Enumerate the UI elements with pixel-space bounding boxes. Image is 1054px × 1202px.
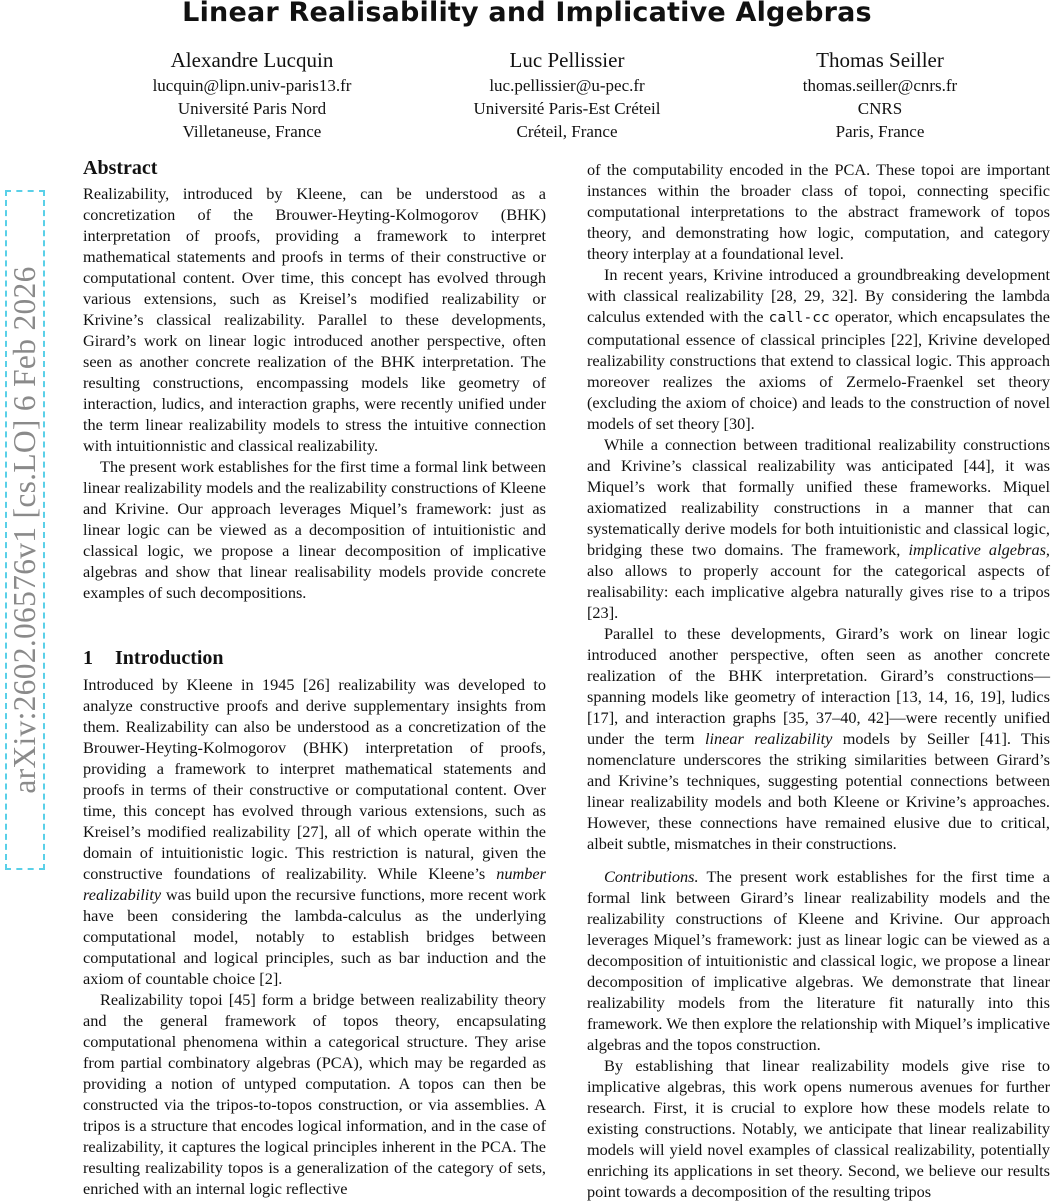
author-location: Créteil, France	[516, 122, 618, 142]
intro-paragraph-4: While a connection between traditional realizability constructions and Krivine’s classical realizability was anticipated [44], it was Miquel’s work that formally unified these frameworks. Miquel axiomatized realizability constructions in a manner that can systematically derive models for both intuitionistic and classical logic, bridging these two domains. The framework, implicative algebras, also allows to properly account for the categorical aspects of realisability: each implicative algebra naturally gives rise to a tripos [23].	[587, 435, 1050, 622]
author-location: Paris, France	[835, 122, 925, 142]
author-name: Thomas Seiller	[816, 48, 944, 72]
section-number: 1	[83, 647, 93, 669]
section-title: Introduction	[115, 647, 224, 669]
author-affiliation: Université Paris-Est Créteil	[473, 99, 661, 119]
author-name: Alexandre Lucquin	[170, 48, 334, 72]
abstract-body	[83, 183, 546, 603]
author-affiliation: CNRS	[857, 99, 903, 119]
author-1	[92, 46, 412, 144]
contributions-label: Contributions.	[604, 867, 699, 886]
intro-paragraph-2: Realizability topoi [45] form a bridge between realizability theory and the general framework of topos theory, encapsulating computational phenomena within a categorical structure. They arise from partial combinatory algebras (PCA), which may be regarded as providing a notion of untyped computation. A topos can then be constructed via the tripos-to-topos construction, or via assemblies. A tripos is a structure that encodes logical information, and in the case of realizability, it captures the logical principles inherent in the PCA. The resulting realizability topos is a generalization of the category of sets, enriched with an internal logic reflective	[83, 990, 546, 1198]
arxiv-stamp	[5, 190, 45, 870]
intro-paragraph-6: By establishing that linear realizability models give rise to implicative algebras, this work opens numerous avenues for further research. First, it is crucial to explore how these models relate to existing constructions. Notably, we anticipate that linear realizability models will yield novel examples of classical realizability, potentially enriching its applications in set theory. Second, we believe our results point towards a decomposition of the resulting tripos	[587, 1056, 1050, 1201]
author-name: Luc Pellissier	[509, 48, 625, 72]
author-affiliation: Université Paris Nord	[177, 99, 327, 119]
contributions-paragraph: Contributions. The present work establishes for the first time a formal link between Girard’s linear realizability models and the realizability constructions of Kleene and Krivine. Our approach leverages Miquel’s framework: just as linear logic can be viewed as a decomposition of intuitionistic and classical logic, we propose a linear decomposition of implicative algebras. We demonstrate that linear realizability models from the literature fit naturally into this framework. We then explore the relationship with Miquel’s implicative algebras and the topos construction.	[587, 867, 1050, 1054]
author-email: luc.pellissier@u-pec.fr	[489, 76, 645, 95]
paper-title: Linear Realisability and Implicative Algebras	[182, 0, 872, 28]
author-3	[720, 46, 1040, 144]
intro-paragraph-2-continued: of the computability encoded in the PCA. These topoi are important instances within the broader class of topoi, connecting specific computational interpretations to the abstract framework of topos theory, and demonstrating how logic, computation, and category theory interplay at a foundational level.	[587, 160, 1050, 263]
intro-body-right	[587, 159, 1050, 1202]
intro-paragraph-1: Introduced by Kleene in 1945 [26] realizability was developed to analyze constructive proofs and derive supplementary insights from them. Realizability can also be understood as a concretization of the Brouwer-Heyting-Kolmogorov (BHK) interpretation of proofs, providing a framework to interpret mathematical statements and proofs in terms of their constructive or computational content. Over time, this concept has evolved through various extensions, such as Kreisel’s modified realizability [27], all of which operate within the domain of intuitionistic logic. This restriction is natural, given the constructive foundations of realizability. While Kleene’s number realizability was build upon the recursive functions, more recent work have been considering the lambda-calculus as the underlying computational model, notably to establish bridges between computational and logical principles, such as bar induction and the axiom of countable choice [2].	[83, 675, 546, 988]
intro-paragraph-3: In recent years, Krivine introduced a groundbreaking development with classical realizability [28, 29, 32]. By considering the lambda calculus extended with the call-cc operator, which encapsulates the computational essence of classical principles [22], Krivine developed realizability constructions that extend to classical logic. This approach moreover realizes the axioms of Zermelo-Fraenkel set theory (excluding the axiom of choice) and leads to the construction of novel models of set theory [30].	[587, 265, 1050, 433]
intro-body-left	[83, 674, 546, 1199]
section-heading-introduction	[83, 646, 546, 670]
abstract-paragraph-2: The present work establishes for the first time a formal link between linear realizability models and the realizability constructions of Kleene and Krivine. Our approach leverages Miquel’s framework: just as linear logic can be viewed as a decomposition of intuitionistic and classical logic, we propose a linear decomposition of implicative algebras and show that linear realisability models provide concrete examples of such decompositions.	[83, 457, 546, 602]
intro-paragraph-5: Parallel to these developments, Girard’s work on linear logic introduced another perspective, often seen as another concrete realization of the BHK interpretation. Girard’s constructions—spanning models like geometry of interaction [13, 14, 16, 19], ludics [17], and interaction graphs [35, 37–40, 42]—were recently unified under the term linear realizability models by Seiller [41]. This nomenclature underscores the striking similarities between Girard’s and Krivine’s techniques, suggesting potential connections between linear realizability models and both Kleene or Krivine’s approaches. However, these connections have remained elusive due to critical, albeit subtle, mismatches in their constructions.	[587, 624, 1050, 853]
abstract-heading: Abstract	[83, 157, 158, 179]
arxiv-stamp-text: arXiv:2602.06576v1 [cs.LO] 6 Feb 2026	[7, 266, 42, 794]
author-email: thomas.seiller@cnrs.fr	[802, 76, 958, 95]
author-email: lucquin@lipn.univ-paris13.fr	[152, 76, 352, 95]
abstract-paragraph-1: Realizability, introduced by Kleene, can be understood as a concretization of the Brouwer-Heyting-Kolmogorov (BHK) interpretation of proofs, providing a framework to interpret mathematical statements and proofs in terms of their constructive or computational content. Over time, this concept has evolved through various extensions, such as Kreisel’s modified realizability or Krivine’s classical realizability. Parallel to these developments, Girard’s work on linear logic introduced another perspective, often seen as another concrete realization of the BHK interpretation. The resulting constructions, encompassing models like geometry of interaction, ludics, and interaction graphs, were recently unified under the term linear realizability models to stress the intuitive connection with intuitionnistic and classical realizability.	[83, 184, 546, 455]
author-2	[407, 46, 727, 144]
author-location: Villetaneuse, France	[182, 122, 322, 142]
